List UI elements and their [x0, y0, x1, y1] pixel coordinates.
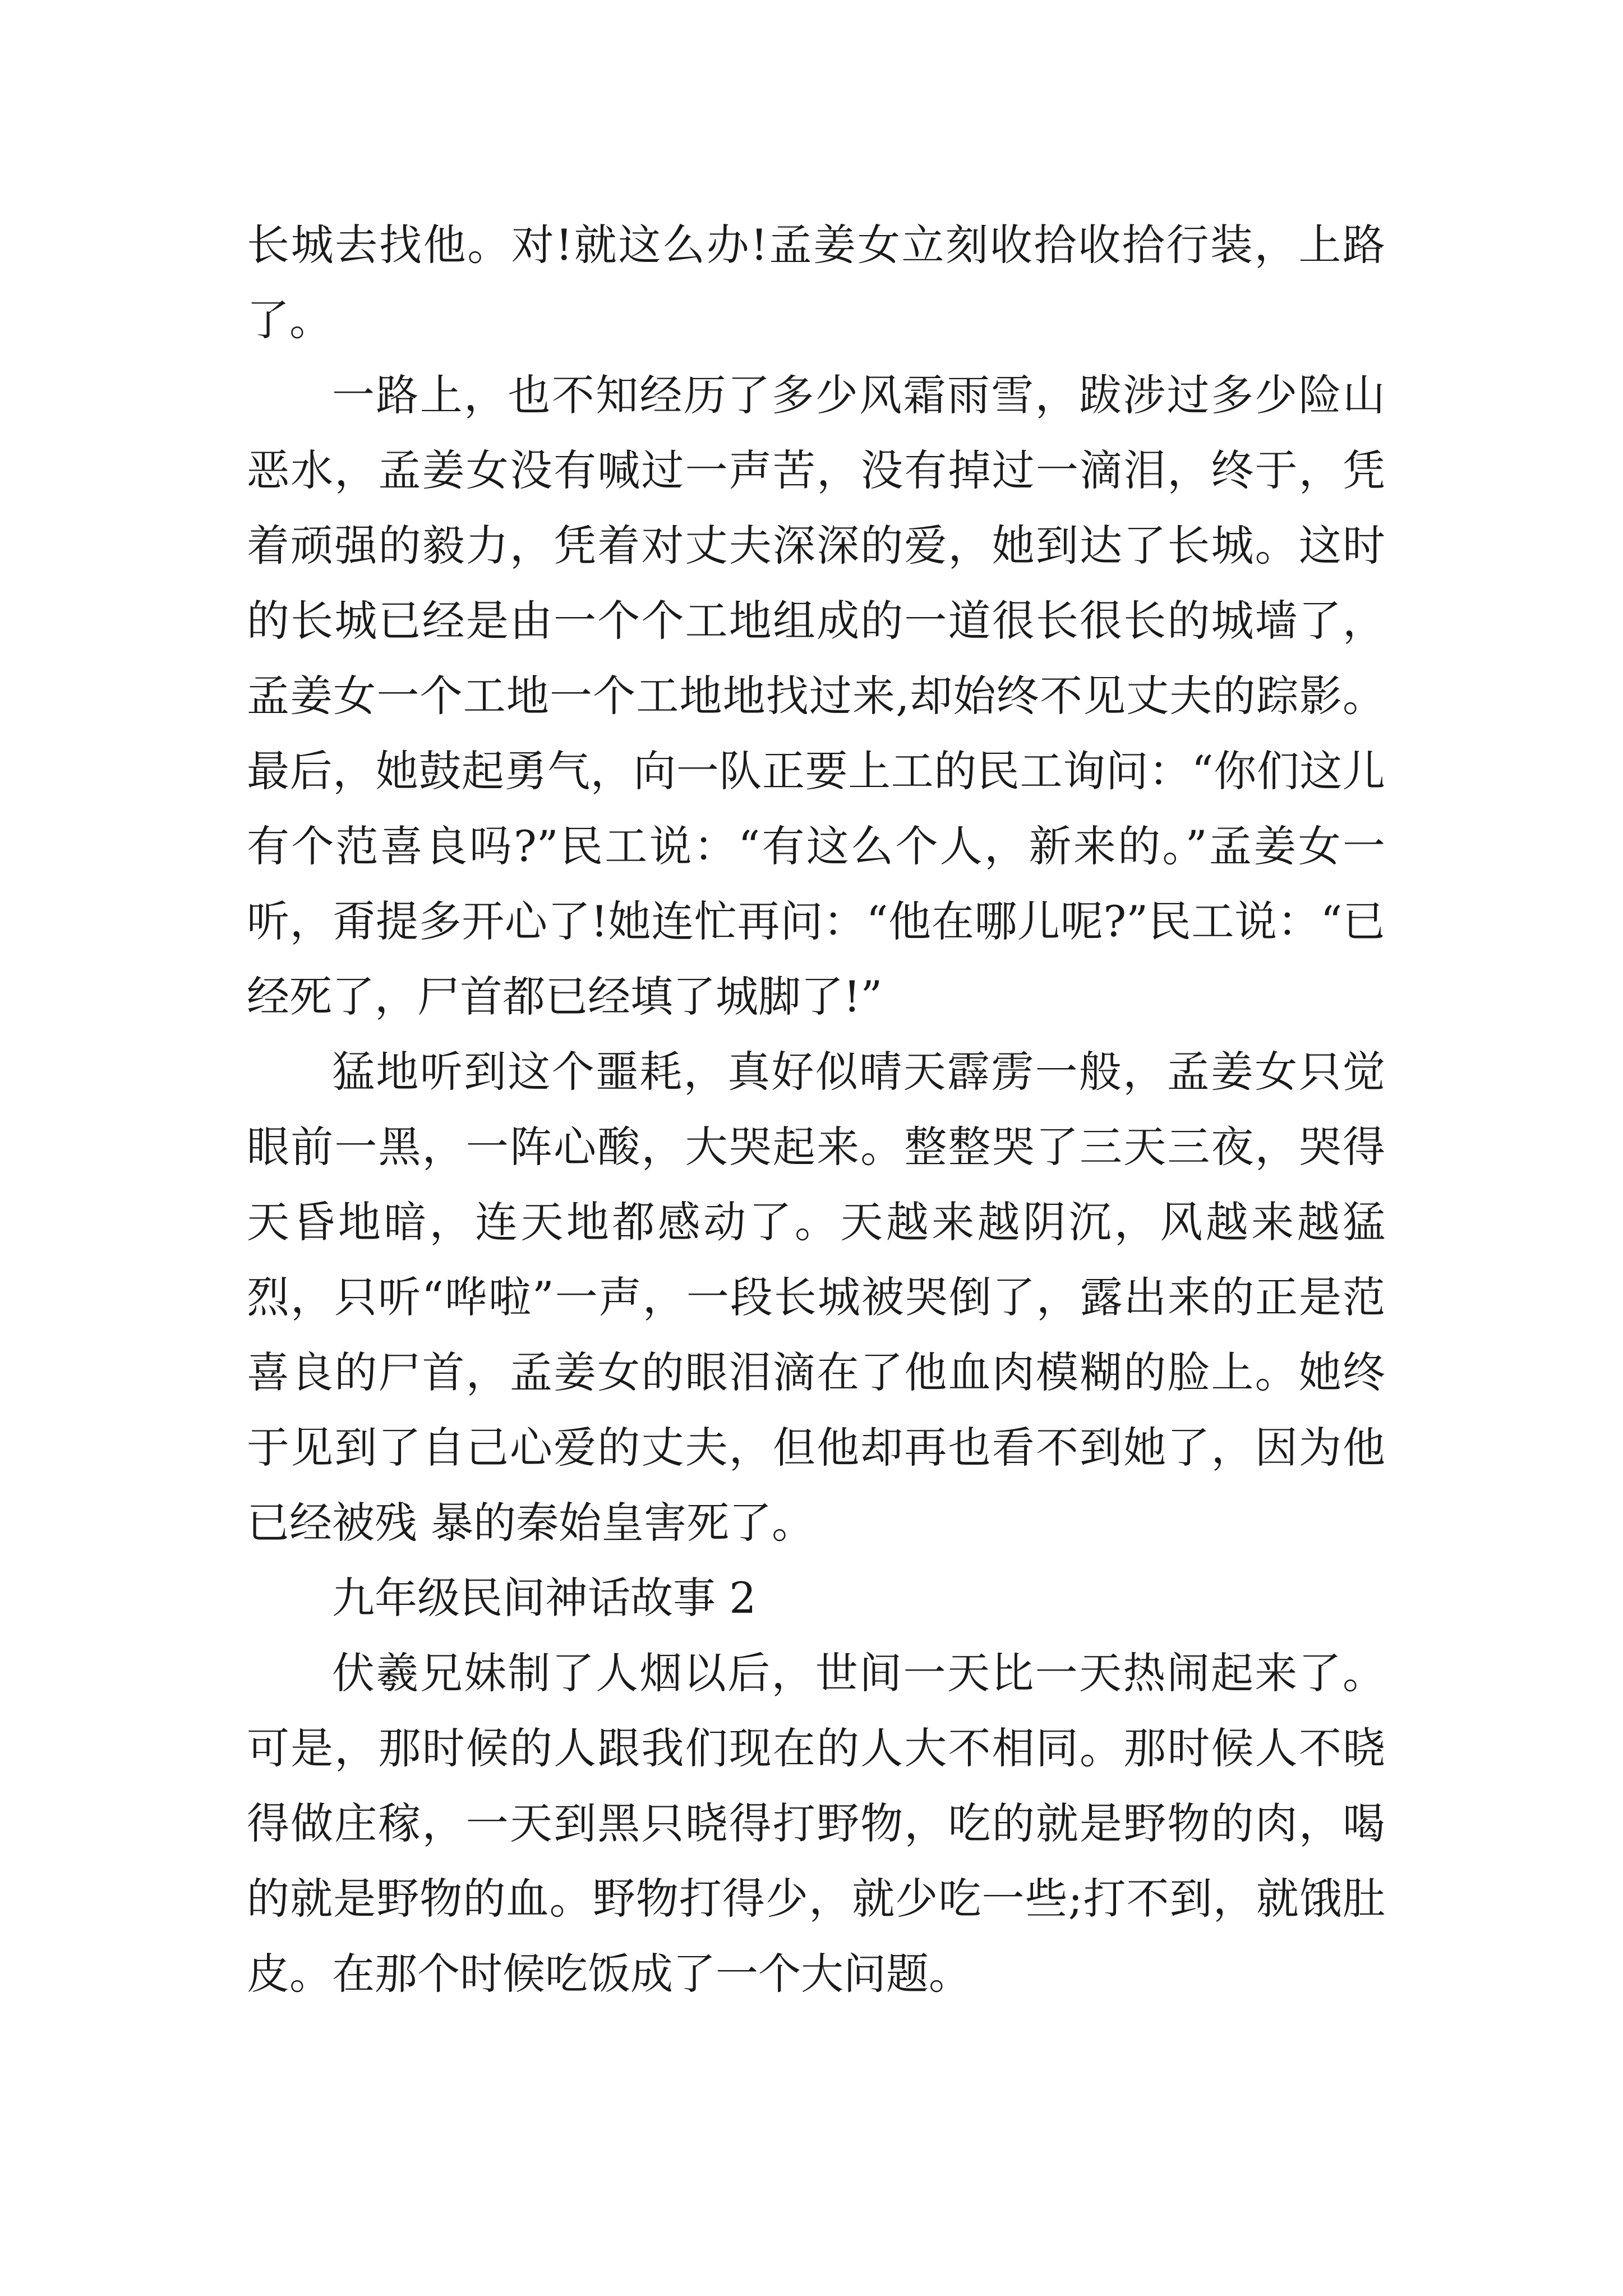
paragraph-1: 长城去找他。对!就这么办!孟姜女立刻收拾收拾行装，上路了。	[247, 220, 1385, 345]
document-body	[247, 208, 1385, 2012]
section-heading: 九年级民间神话故事 2	[332, 1573, 757, 1623]
paragraph-4: 伏羲兄妹制了人烟以后，世间一天比一天热闹起来了。可是，那时候的人跟我们现在的人大不相同。那时候人不晓得做庄稼，一天到黑只晓得打野物，吃的就是野物的肉，喝的就是野物的血。野物打得少，就少吃一些;打不到，就饿肚皮。在那个时候吃饭成了一个大问题。	[247, 1648, 1385, 1999]
paragraph-2: 一路上，也不知经历了多少风霜雨雪，跋涉过多少险山恶水，孟姜女没有喊过一声苦，没有掉过一滴泪，终于，凭着顽强的毅力，凭着对丈夫深深的爱，她到达了长城。这时的长城已经是由一个个工地组成的一道很长很长的城墙了，孟姜女一个工地一个工地地找过来,却始终不见丈夫的踪影。最后，她鼓起勇气，向一队正要上工的民工询问：“你们这儿有个范喜良吗?”民工说：“有这么个人，新来的。”孟姜女一听，甭提多开心了!她连忙再问：“他在哪儿呢?”民工说：“已经死了，尸首都已经填了城脚了!”	[247, 370, 1385, 1022]
paragraph-3: 猛地听到这个噩耗，真好似晴天霹雳一般，孟姜女只觉眼前一黑，一阵心酸，大哭起来。整整哭了三天三夜，哭得天昏地暗，连天地都感动了。天越来越阴沉，风越来越猛烈，只听“哗啦”一声，一段长城被哭倒了，露出来的正是范喜良的尸首，孟姜女的眼泪滴在了他血肉模糊的脸上。她终于见到了自己心爱的丈夫，但他却再也看不到她了，因为他已经被残 暴的秦始皇害死了。	[247, 1047, 1385, 1548]
